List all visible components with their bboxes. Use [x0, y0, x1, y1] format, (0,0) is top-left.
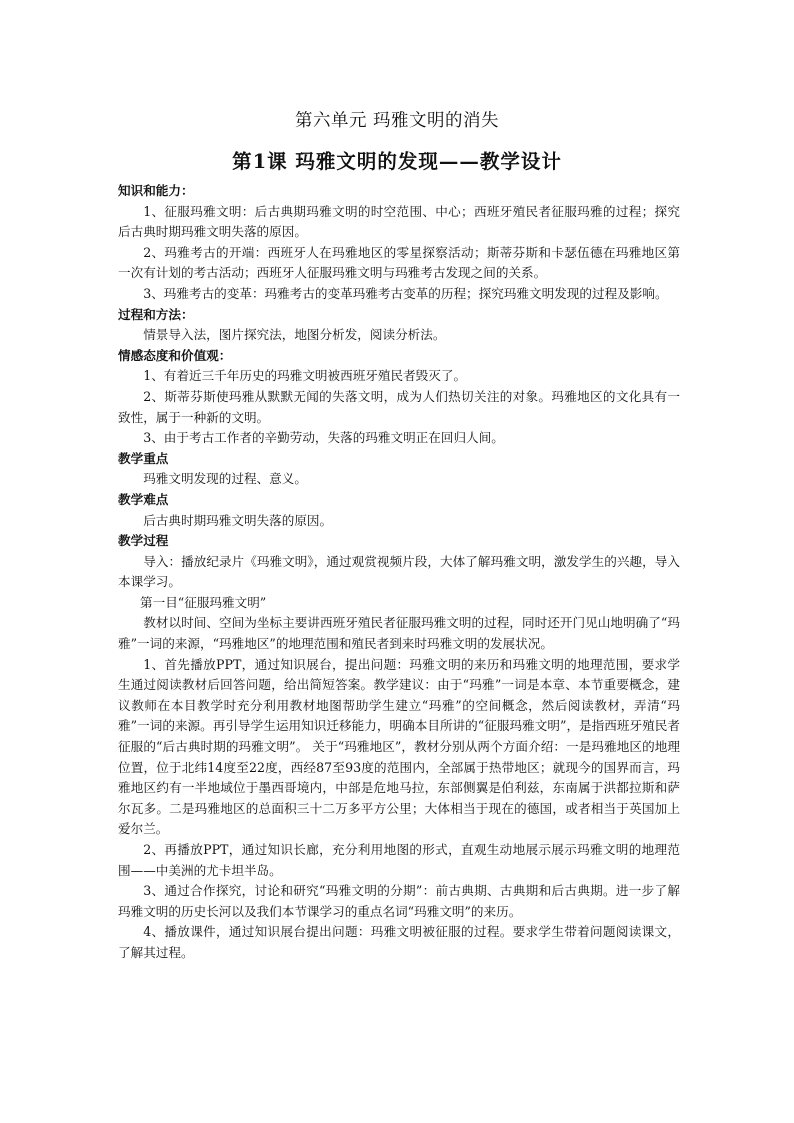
- intro-text: 导入：播放纪录片《玛雅文明》，通过观赏视频片段，大体了解玛雅文明，激发学生的兴趣，导入本课学习。: [118, 553, 680, 590]
- lesson-title: 第1课 玛雅文明的发现——教学设计: [232, 150, 562, 173]
- heading-knowledge: 知识和能力：: [118, 183, 194, 198]
- document-body: [118, 181, 680, 964]
- key-point-text: 玛雅文明发现的过程、意义。: [143, 471, 307, 487]
- heading-key-point: 教学重点: [118, 450, 169, 466]
- process-paragraph: 3、通过合作探究，讨论和研究“玛雅文明的分期”：前古典期、古典期和后古典期。进一步了解玛雅文明的历史长河以及我们本节课学习的重点名词“玛雅文明”的来历。: [118, 883, 680, 919]
- heading-difficulty: 教学难点: [118, 491, 169, 507]
- knowledge-item: 3、玛雅考古的变革：玛雅考古的变革玛雅考古变革的历程；探究玛雅文明发现的过程及影响。: [143, 285, 668, 301]
- process-paragraph: 1、首先播放PPT，通过知识展台，提出问题：玛雅文明的来历和玛雅文明的地理范围，要求学生通过阅读教材后回答问题，给出简短答案。教学建议：由于“玛雅”一词是本章、本节重要概念，建议教师在本目教学时充分利用教材地图帮助学生建立“玛雅”的空间概念，然后阅读教材，弄清“玛雅”一词的来源。再引导学生运用知识迁移能力，明确本目所讲的“征服玛雅文明”，是指西班牙殖民者征服的“后古典时期的玛雅文明”。 关于“玛雅地区”，教材分别从两个方面介绍：一是玛雅地区的地理位置，位于北纬14度至22度，西经87至93度的范围内，全部属于热带地区；就现今的国界而言，玛雅地区约有一半地域位于墨西哥境内，中部是危地马拉，东部侧翼是伯利兹，东南属于洪都拉斯和萨尔瓦多。二是玛雅地区的总面积三十二万多平方公里；大体相当于现在的德国，或者相当于英国加上爱尔兰。: [118, 656, 680, 837]
- knowledge-item: 1、征服玛雅文明：后古典期玛雅文明的时空范围、中心；西班牙殖民者征服玛雅的过程；探究后古典时期玛雅文明失落的原因。: [118, 203, 680, 240]
- knowledge-item: 2、玛雅考古的开端：西班牙人在玛雅地区的零星探察活动；斯蒂芬斯和卡瑟伍德在玛雅地区第一次有计划的考古活动；西班牙人征服玛雅文明与玛雅考古发现之间的关系。: [118, 244, 680, 281]
- process-paragraph: 教材以时间、空间为坐标主要讲西班牙殖民者征服玛雅文明的过程，同时还开门见山地明确了“玛雅”一词的来源，“玛雅地区”的地理范围和殖民者到来时玛雅文明的发展状况。: [118, 615, 680, 652]
- subsection-heading: 第一目“征服玛雅文明”: [140, 594, 267, 610]
- heading-process: 过程和方法：: [118, 306, 194, 322]
- process-paragraph: 4、播放课件，通过知识展台提出问题：玛雅文明被征服的过程。要求学生带着问题阅读课文，了解其过程。: [118, 924, 680, 960]
- heading-attitude: 情感态度和价值观：: [118, 347, 232, 363]
- attitude-item: 1、有着近三千年历史的玛雅文明被西班牙殖民者毁灭了。: [143, 368, 467, 384]
- process-paragraph: 2、再播放PPT，通过知识长廊，充分利用地图的形式，直观生动地展示展示玛雅文明的地理范围——中美洲的尤卡坦半岛。: [118, 842, 680, 878]
- heading-teaching-process: 教学过程: [118, 533, 169, 549]
- attitude-item: 3、由于考古工作者的辛勤劳动，失落的玛雅文明正在回归人间。: [143, 430, 504, 446]
- process-text: 情景导入法，图片探究法，地图分析发，阅读分析法。: [143, 327, 446, 343]
- difficulty-text: 后古典时期玛雅文明失落的原因。: [143, 512, 333, 528]
- attitude-item: 2、斯蒂芬斯使玛雅从默默无闻的失落文明，成为人们热切关注的对象。玛雅地区的文化具有一致性，属于一种新的文明。: [118, 388, 680, 425]
- unit-title: 第六单元 玛雅文明的消失: [294, 111, 500, 131]
